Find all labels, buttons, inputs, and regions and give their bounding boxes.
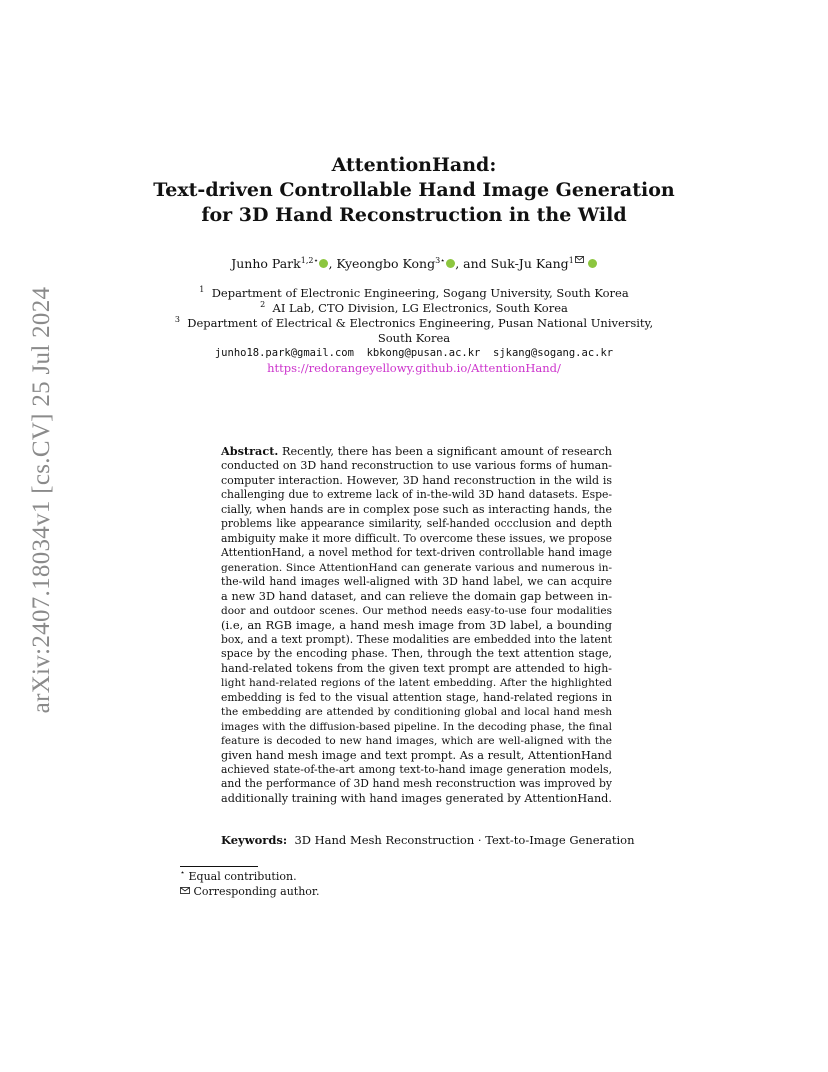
abstract-line: light hand-related regions of the latent embedding. After the highlighted [221, 677, 612, 690]
affiliation-3-text: Department of Electrical & Electronics Engineering, Pusan National University, [187, 316, 654, 330]
abstract-line: generation. Since AttentionHand can generate various and numerous in- [221, 561, 612, 574]
abstract-label: Abstract. [221, 444, 279, 458]
affiliation-1 [120, 286, 708, 301]
abstract-line: achieved state-of-the-art among text-to-hand image generation models, [221, 762, 612, 776]
footnote-equal-text: Equal contribution. [188, 870, 297, 883]
title-line-1: AttentionHand: [331, 154, 497, 176]
affiliation-2 [120, 301, 708, 316]
arxiv-sidebar [22, 286, 62, 714]
footnote-rule [180, 866, 258, 867]
abstract-line: computer interaction. However, 3D hand reconstruction in the wild is [221, 473, 612, 487]
project-url-link[interactable]: https://redorangeyellowy.github.io/AttentionHand/ [267, 361, 561, 375]
envelope-icon [575, 256, 584, 263]
arxiv-identifier: arXiv:2407.18034v1 [cs.CV] 25 Jul 2024 [28, 286, 55, 714]
affiliation-3-number: 3 [174, 315, 180, 324]
title-line-3: for 3D Hand Reconstruction in the Wild [201, 204, 627, 226]
abstract-line: cially, when hands are in complex pose such as interacting hands, the [221, 502, 612, 516]
affiliation-2-text: AI Lab, CTO Division, LG Electronics, South Korea [272, 301, 568, 315]
author-3-affil: 1 [568, 256, 574, 265]
abstract-line: the embedding are attended by conditioning global and local hand mesh [221, 706, 612, 719]
abstract-line: conducted on 3D hand reconstruction to use various forms of human- [221, 459, 612, 473]
abstract-line: door and outdoor scenes. Our method needs easy-to-use four modalities [221, 604, 612, 617]
footnote-corresponding-author [180, 885, 319, 898]
abstract-line: ambiguity make it more difficult. To overcome these issues, we propose [221, 531, 613, 545]
envelope-icon [180, 887, 190, 894]
affiliation-1-number: 1 [199, 285, 205, 294]
abstract-line: the-wild hand images well-aligned with 3D hand label, we can acquire [221, 575, 612, 589]
affiliation-3-continued: South Korea [377, 331, 451, 345]
title-line-2: Text-driven Controllable Hand Image Generation [153, 179, 675, 201]
abstract-line: feature is decoded to new hand images, which are well-aligned with the [221, 735, 612, 748]
keywords-text: 3D Hand Mesh Reconstruction · Text-to-Image Generation [294, 833, 635, 847]
author-3-name: , and Suk-Ju Kang [455, 256, 569, 271]
abstract-line: (i.e, an RGB image, a hand mesh image from 3D label, a bounding [221, 618, 612, 633]
author-2-name: , Kyeongbo Kong [328, 256, 436, 271]
abstract-line: a new 3D hand dataset, and can relieve the domain gap between in- [221, 589, 612, 603]
footnote-star: ⋆ [180, 868, 186, 877]
abstract-line: and the performance of 3D hand mesh reconstruction was improved by [221, 777, 612, 791]
author-emails[interactable]: junho18.park@gmail.com kbkong@pusan.ac.kr sjkang@sogang.ac.kr [214, 347, 614, 359]
keywords-label: Keywords: [221, 833, 288, 847]
abstract-line: images with the diffusion-based pipeline. In the decoding phase, the final [221, 720, 612, 733]
abstract-line: hand-related tokens from the given text prompt are attended to high- [221, 661, 612, 675]
author-1-name: Junho Park [231, 256, 301, 271]
paper-title [120, 153, 708, 228]
author-2-affil: 3⋆ [435, 256, 446, 265]
abstract-line: given hand mesh image and text prompt. As a result, AttentionHand [221, 748, 612, 762]
orcid-icon[interactable] [588, 259, 597, 268]
abstract-line: embedding is fed to the visual attention stage, hand-related regions in [221, 690, 612, 704]
author-list [120, 256, 708, 271]
abstract-line: problems like appearance similarity, self-handed occclusion and depth [221, 517, 612, 531]
abstract-line: space by the encoding phase. Then, through the text attention stage, [221, 647, 612, 661]
abstract [221, 444, 612, 806]
affiliation-3 [120, 316, 708, 331]
abstract-line-text: Recently, there has been a significant amount of research [282, 445, 613, 458]
orcid-icon[interactable] [446, 259, 455, 268]
abstract-line: AttentionHand, a novel method for text-driven controllable hand image [221, 546, 612, 560]
affiliation-1-text: Department of Electronic Engineering, Sogang University, South Korea [211, 286, 629, 300]
abstract-line: additionally training with hand images generated by AttentionHand. [221, 791, 612, 805]
footnote-equal-contribution [180, 870, 297, 883]
abstract-line: box, and a text prompt). These modalities are embedded into the latent [221, 632, 612, 646]
footnote-corresponding-text: Corresponding author. [193, 885, 320, 898]
keywords [221, 833, 635, 847]
author-1-affil: 1,2⋆ [300, 256, 319, 265]
affiliations [120, 286, 708, 376]
affiliation-2-number: 2 [260, 300, 266, 309]
abstract-line [221, 444, 612, 459]
abstract-line: challenging due to extreme lack of in-the-wild 3D hand datasets. Espe- [221, 488, 612, 502]
